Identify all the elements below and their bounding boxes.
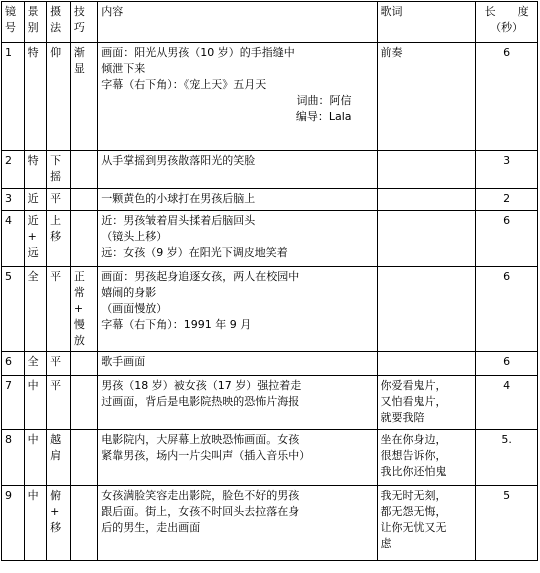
shot-scale-line: 特 <box>27 46 39 59</box>
lyrics <box>377 376 476 430</box>
camera-move <box>47 486 71 561</box>
technique-line: 正 <box>73 270 85 283</box>
shot-length-line: 5. <box>501 433 512 446</box>
shot-content-line: 电影院内，大屏幕上放映恐怖画面。女孩 <box>101 433 300 446</box>
table-row <box>2 376 538 430</box>
shot-content <box>98 486 377 561</box>
shot-number-line: 4 <box>5 214 12 227</box>
shot-scale <box>24 211 47 267</box>
shot-number-line: 9 <box>5 489 12 502</box>
shot-content-line: 女孩满脸笑容走出影院，脸色不好的男孩 <box>101 489 300 502</box>
shot-length <box>476 267 538 352</box>
shot-number <box>2 352 25 376</box>
shot-length <box>476 151 538 189</box>
technique-line: 渐 <box>73 46 85 59</box>
shot-scale-line: 远 <box>27 246 39 259</box>
camera-move-line: 平 <box>50 192 62 205</box>
technique <box>70 267 97 352</box>
table-row <box>2 151 538 189</box>
shot-content-line: 跟后面。街上，女孩不时回头去拉落在身 <box>101 505 300 518</box>
header-scale: 景 别 <box>24 2 47 43</box>
technique <box>70 211 97 267</box>
camera-move <box>47 267 71 352</box>
shot-length-line: 6 <box>503 270 511 283</box>
lyrics-line: 你爱看鬼片， <box>380 379 447 392</box>
shot-content-line: 画面：阳光从男孩（10 岁）的手指缝中 <box>101 46 295 59</box>
shot-scale <box>24 151 47 189</box>
lyrics-line: 坐在你身边， <box>380 433 447 446</box>
shot-length <box>476 189 538 211</box>
shot-content-line: 后的男生，走出画面 <box>101 521 201 534</box>
camera-move-line: 仰 <box>50 46 62 59</box>
camera-move-line: 肩 <box>50 449 62 462</box>
shot-length-line: 6 <box>503 46 511 59</box>
shot-length <box>476 352 538 376</box>
table-row <box>2 486 538 561</box>
camera-move-line: 上 <box>50 214 62 227</box>
shot-scale <box>24 352 47 376</box>
shot-number <box>2 430 25 486</box>
shot-scale <box>24 43 47 151</box>
shot-number <box>2 211 25 267</box>
camera-move <box>47 189 71 211</box>
table-row <box>2 430 538 486</box>
lyrics <box>377 151 476 189</box>
camera-move <box>47 43 71 151</box>
technique-line: 放 <box>73 334 85 347</box>
shot-content-line: 紧靠男孩，场内一片尖叫声（插入音乐中） <box>101 449 311 462</box>
shot-number-line: 6 <box>5 355 12 368</box>
shot-content-line: （画面慢放） <box>101 302 168 315</box>
shot-content <box>98 43 377 151</box>
table-row <box>2 43 538 151</box>
lyrics <box>377 189 476 211</box>
shot-content-line: 男孩（18 岁）被女孩（17 岁）强拉着走 <box>101 379 302 392</box>
shot-length <box>476 376 538 430</box>
lyrics-line: 就要我陪 <box>380 411 425 424</box>
shot-content-line: （镜头上移） <box>101 230 168 243</box>
lyrics <box>377 267 476 352</box>
technique <box>70 189 97 211</box>
shot-content-line: 词曲：阿信 <box>296 94 352 107</box>
shot-scale <box>24 376 47 430</box>
lyrics-line: 我无时无刻， <box>380 489 447 502</box>
shot-scale <box>24 267 47 352</box>
shot-number <box>2 43 25 151</box>
lyrics-line: 虑 <box>380 537 392 550</box>
camera-move <box>47 151 71 189</box>
shot-length-line: 3 <box>503 154 511 167</box>
lyrics-line: 又怕看鬼片， <box>380 395 447 408</box>
table-row <box>2 189 538 211</box>
shot-scale <box>24 430 47 486</box>
lyrics <box>377 430 476 486</box>
shot-number <box>2 486 25 561</box>
shot-scale-line: + <box>27 230 37 243</box>
shot-content-line: 过画面，背后是电影院热映的恐怖片海报 <box>101 395 300 408</box>
lyrics <box>377 486 476 561</box>
header-length: 长 度 （秒） <box>476 2 538 43</box>
shot-number-line: 8 <box>5 433 12 446</box>
shot-length-line: 2 <box>503 192 511 205</box>
shot-scale-line: 中 <box>27 433 39 446</box>
shot-scale-line: 全 <box>27 270 39 283</box>
camera-move-line: 摇 <box>50 170 62 183</box>
shot-scale-line: 中 <box>27 379 39 392</box>
camera-move <box>47 352 71 376</box>
lyrics-line: 我比你还怕鬼 <box>380 465 447 478</box>
storyboard-table <box>1 1 538 561</box>
shot-content-line: 字幕（右下角）：1991 年 9 月 <box>101 318 252 331</box>
technique <box>70 43 97 151</box>
shot-content <box>98 151 377 189</box>
shot-content-line: 画面：男孩起身追逐女孩，两人在校园中 <box>101 270 300 283</box>
shot-scale-line: 近 <box>27 192 39 205</box>
shot-scale-line: 近 <box>27 214 39 227</box>
camera-move-line: 平 <box>50 270 62 283</box>
shot-content-line: 一颗黄色的小球打在男孩后脑上 <box>101 192 256 205</box>
shot-content <box>98 267 377 352</box>
technique <box>70 352 97 376</box>
lyrics-line: 前奏 <box>380 46 403 59</box>
shot-number-line: 2 <box>5 154 12 167</box>
shot-scale-line: 全 <box>27 355 39 368</box>
shot-content-line: 嬉闹的身影 <box>101 286 157 299</box>
shot-content-line: 倾泄下来 <box>101 62 146 75</box>
shot-number-line: 7 <box>5 379 12 392</box>
shot-content <box>98 352 377 376</box>
camera-move-line: 移 <box>50 230 62 243</box>
shot-length-line: 4 <box>503 379 511 392</box>
camera-move <box>47 376 71 430</box>
table-row <box>2 267 538 352</box>
shot-content-line: 编导：Lala <box>295 110 352 123</box>
shot-length-line: 6 <box>503 355 511 368</box>
technique <box>70 151 97 189</box>
lyrics <box>377 211 476 267</box>
storyboard-rows <box>2 43 538 561</box>
lyrics-line: 让你无忧又无 <box>380 521 447 534</box>
camera-move <box>47 430 71 486</box>
shot-number <box>2 151 25 189</box>
shot-content <box>98 189 377 211</box>
technique <box>70 376 97 430</box>
camera-move-line: 平 <box>50 355 62 368</box>
technique-line: 常 + <box>73 286 85 315</box>
header-shot: 镜 号 <box>2 2 25 43</box>
shot-content-line: 近：男孩皱着眉头揉着后脑回头 <box>101 214 256 227</box>
technique-line: 慢 <box>73 318 85 331</box>
shot-number-line: 5 <box>5 270 12 283</box>
shot-number <box>2 267 25 352</box>
header-row <box>2 2 538 43</box>
camera-move-line: 移 <box>50 521 62 534</box>
shot-length-line: 5 <box>503 489 511 502</box>
header-lyrics: 歌词 <box>377 2 476 43</box>
camera-move-line: 平 <box>50 379 62 392</box>
shot-scale <box>24 189 47 211</box>
shot-number <box>2 189 25 211</box>
shot-length <box>476 211 538 267</box>
camera-move-line: 越 <box>50 433 62 446</box>
shot-scale <box>24 486 47 561</box>
table-row <box>2 352 538 376</box>
shot-scale-line: 特 <box>27 154 39 167</box>
shot-content <box>98 211 377 267</box>
shot-length <box>476 430 538 486</box>
shot-content-line: 字幕（右下角）：《宠上天》五月天 <box>101 78 267 91</box>
technique-line: 显 <box>73 62 85 75</box>
header-move: 摄 法 <box>47 2 71 43</box>
header-content: 内容 <box>98 2 377 43</box>
lyrics-line: 很想告诉你， <box>380 449 447 462</box>
technique <box>70 430 97 486</box>
shot-content-line: 歌手画面 <box>101 355 146 368</box>
shot-length <box>476 43 538 151</box>
shot-content <box>98 376 377 430</box>
shot-content-line: 远：女孩（9 岁）在阳光下调皮地笑着 <box>101 246 288 259</box>
shot-content-line: 从手掌摇到男孩散落阳光的笑脸 <box>101 154 256 167</box>
lyrics <box>377 43 476 151</box>
shot-length-line: 6 <box>503 214 511 227</box>
shot-number-line: 1 <box>5 46 12 59</box>
shot-content <box>98 430 377 486</box>
technique <box>70 486 97 561</box>
shot-scale-line: 中 <box>27 489 39 502</box>
shot-number-line: 3 <box>5 192 12 205</box>
table-row <box>2 211 538 267</box>
shot-number <box>2 376 25 430</box>
shot-length <box>476 486 538 561</box>
camera-move <box>47 211 71 267</box>
camera-move-line: 俯 + <box>50 489 62 518</box>
header-tech: 技 巧 <box>70 2 97 43</box>
lyrics <box>377 352 476 376</box>
lyrics-line: 都无怨无悔， <box>380 505 447 518</box>
camera-move-line: 下 <box>50 154 62 167</box>
